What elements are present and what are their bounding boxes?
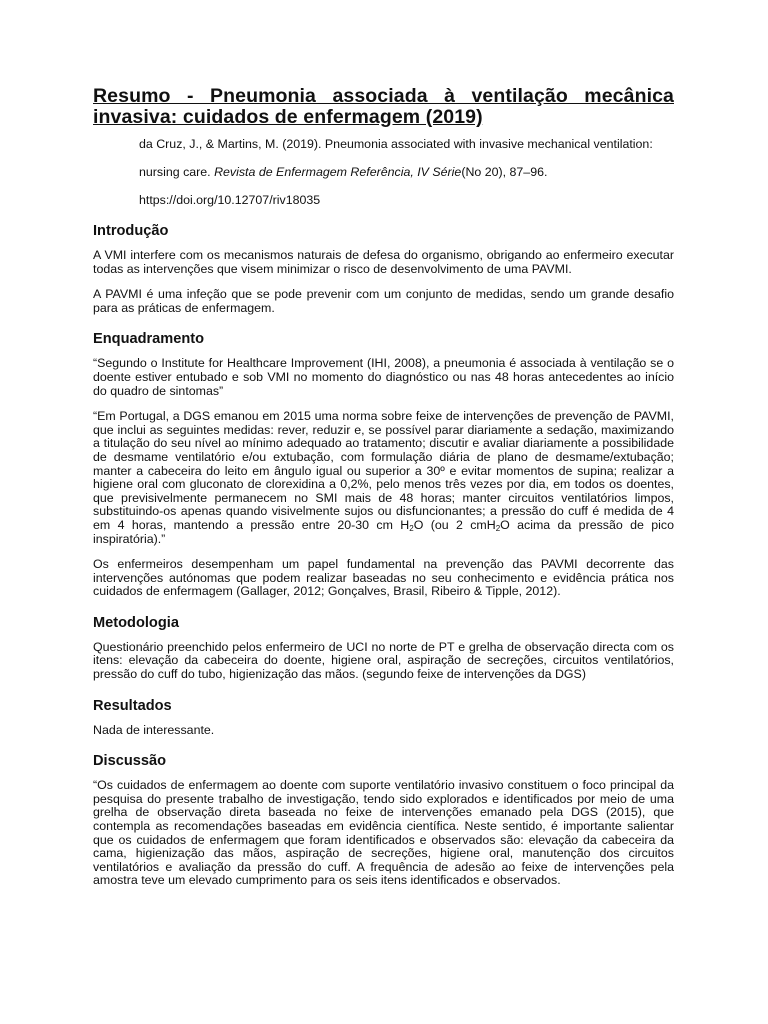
enquadramento-paragraph-1: “Segundo o Institute for Healthcare Improvement (IHI, 2008), a pneumonia é associada à ventilação se o doente estiver entubado e sob VMI no momento do diagnóstico ou nas 48 horas antecedentes ao início do quadro de sintomas” (93, 356, 674, 398)
enquadramento-p2-h: H (400, 517, 410, 532)
enquadramento-p2-main: “Em Portugal, a DGS emanou em 2015 uma norma sobre feixe de intervenções de prevenção de PAVMI, que inclui as seguintes medidas: rever, reduzir e, se possível parar diariamente a sedação, maximizando a titulação do seu nível ao mínimo adequado ao tratamento; discutir e avaliar diariamente a possibilidade de desmame ventilatório e/ou extubação, com formulação diária de plano de desmame/extubação; manter a cabeceira do leito em ângulo igual ou superior a 30º e evitar momentos de supina; realizar a higiene oral com gluconato de clorexidina a 0,2%, pelo menos três vezes por dia, em todos os doentes, que previsivelmente permanecem no SMI mais de 48 horas; manter circuitos ventilatórios limpos, substituindo-os apenas quando visivelmente sujos ou disfuncionantes; a pressão do cuff é medida de 4 em 4 horas, mantendo a pressão entre 20-30 cm (93, 409, 674, 532)
heading-resultados: Resultados (93, 697, 172, 714)
enquadramento-p2-end: O acima da pressão de pico inspiratória).” (93, 517, 674, 546)
heading-introducao: Introdução (93, 223, 169, 239)
citation-doi: https://doi.org/10.12707/riv18035 (139, 193, 321, 207)
heading-enquadramento: Enquadramento (93, 331, 205, 348)
citation-line-2-pre: nursing care. (139, 165, 215, 179)
introducao-paragraph-1: A VMI interfere com os mecanismos naturais de defesa do organismo, obrigando ao enfermeiro executar todas as intervenções que visem minimizar o risco de desenvolvimento de uma PAVMI. (93, 248, 674, 276)
document-title: Resumo - Pneumonia associada à ventilação mecânica invasiva: cuidados de enfermagem (2019) (93, 85, 674, 128)
heading-discussao: Discussão (93, 753, 167, 770)
citation-journal: Revista de Enfermagem Referência, IV Série (214, 165, 462, 179)
citation-line-2-post: (No 20), 87–96. (461, 165, 548, 179)
heading-metodologia: Metodologia (93, 614, 179, 631)
metodologia-paragraph-1: Questionário preenchido pelos enfermeiro de UCI no norte de PT e grelha de observação directa com os itens: elevação da cabeceira do doente, higiene oral, aspiração de secreções, circuitos ventilatórios, pressão do cuff do tubo, higienização das mãos. (segundo feixe de intervenções da DGS) (93, 639, 674, 682)
enquadramento-paragraph-3: Os enfermeiros desempenham um papel fundamental na prevenção das PAVMI decorrente das intervenções autónomas que podem realizar baseadas no seu conhecimento e evidência prática nos cuidados de enfermagem (Gallager, 2012; Gonçalves, Brasil, Ribeiro & Tipple, 2012). (93, 557, 674, 599)
subscript-2a: 2 (409, 523, 414, 533)
subscript-2b: 2 (495, 523, 501, 533)
citation-line-2 (139, 165, 674, 179)
citation-line-1: da Cruz, J., & Martins, M. (2019). Pneumonia associated with invasive mechanical ventilation: (139, 137, 653, 151)
discussao-paragraph-1: “Os cuidados de enfermagem ao doente com suporte ventilatório invasivo constituem o foco principal da pesquisa do presente trabalho de investigação, tendo sido explorados e identificados por meio de uma grelha de observação direta baseada no feixe de intervenções emanado pela DGS (2015), que contempla as recomendações baseadas em evidência científica. Neste sentido, é importante salientar que os cuidados de enfermagem que foram identificados e observados são: elevação da cabeceira da cama, higienização das mãos, aspiração de secreções, higiene oral, manutenção dos circuitos ventilatórios e avaliação da pressão do cuff. A frequência de adesão ao feixe de intervenções pela amostra teve um elevado cumprimento para os seis itens identificados e observados. (93, 778, 674, 888)
introducao-paragraph-2: A PAVMI é uma infeção que se pode prevenir com um conjunto de medidas, sendo um grande desafio para as práticas de enfermagem. (93, 287, 674, 315)
enquadramento-p2-mid: O (ou 2 cmH (413, 517, 496, 532)
citation (139, 137, 674, 207)
enquadramento-paragraph-2 (93, 410, 674, 546)
resultados-paragraph-1: Nada de interessante. (93, 722, 215, 737)
